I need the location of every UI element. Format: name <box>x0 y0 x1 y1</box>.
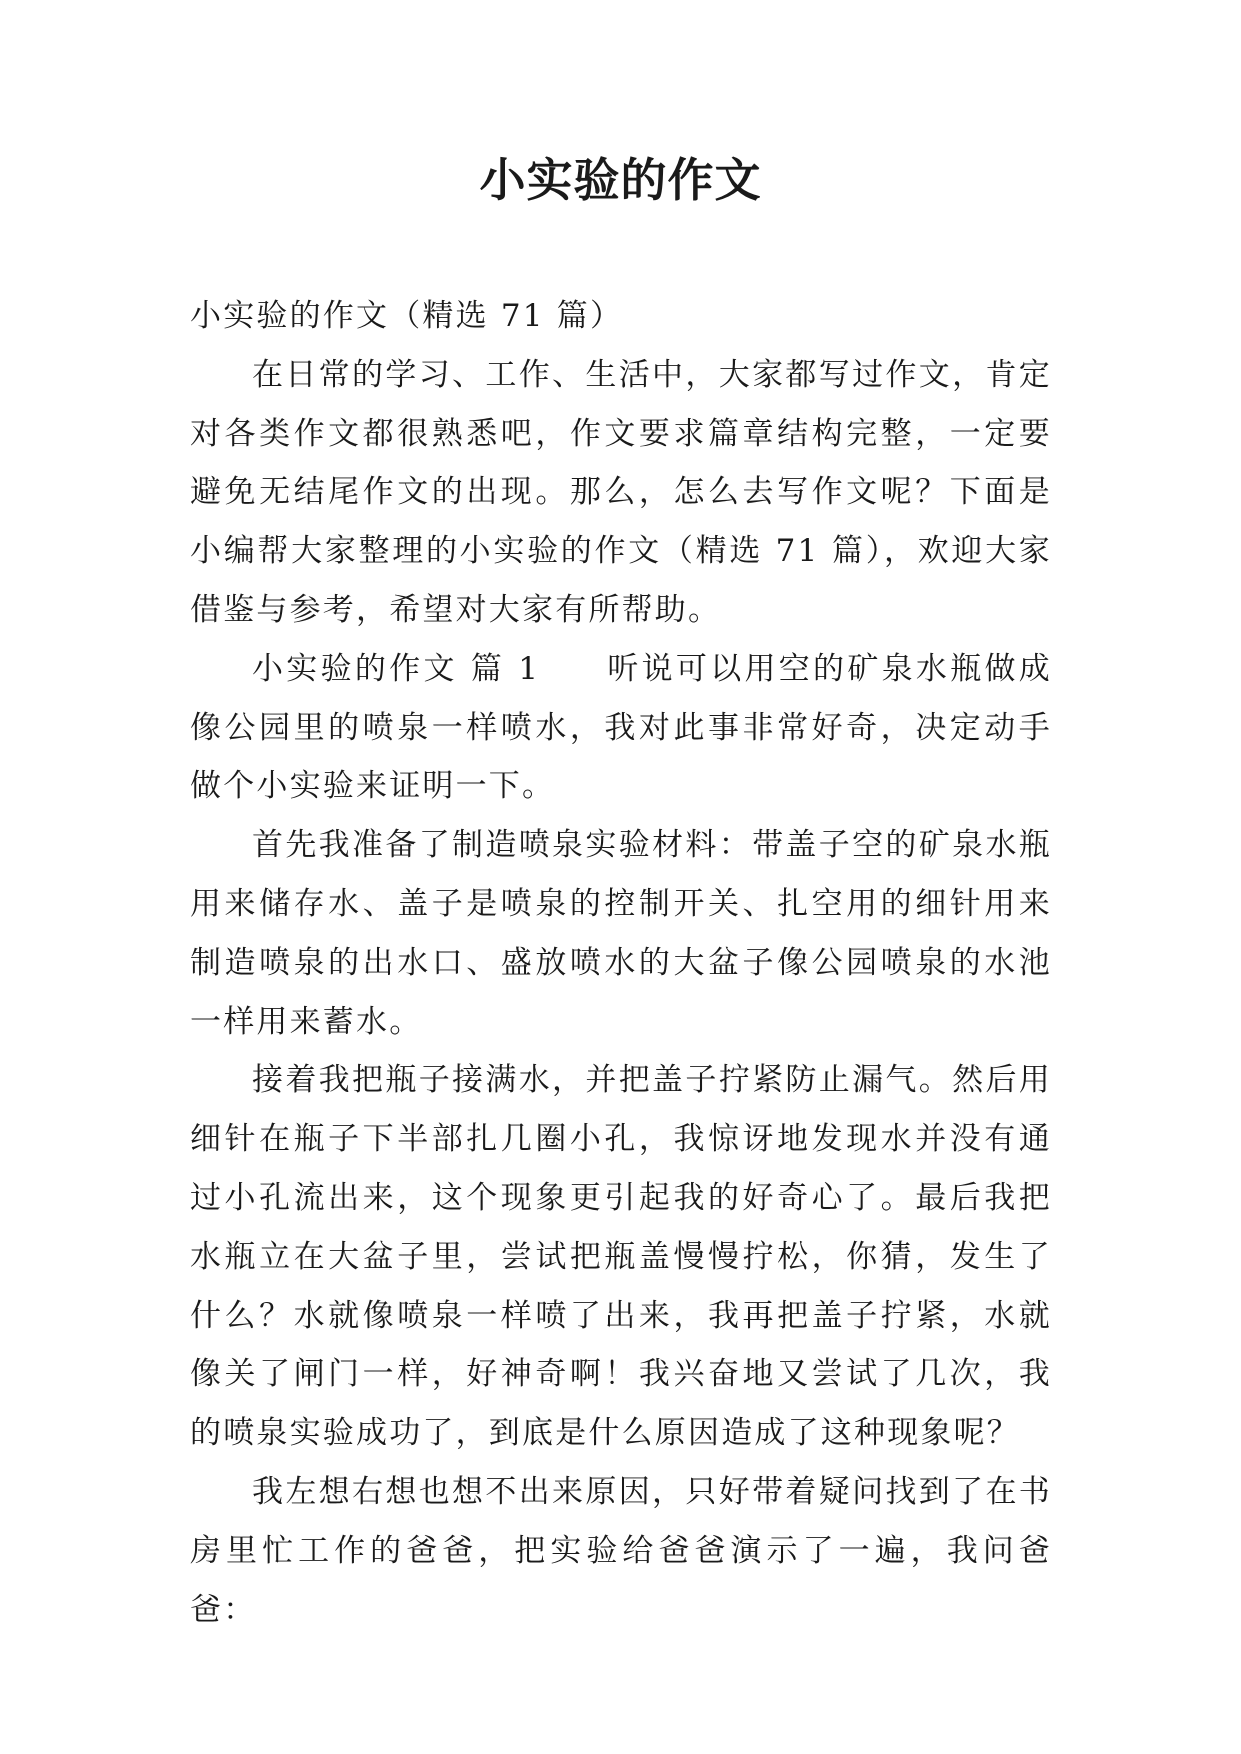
section-first-text: 听说可以用空的矿泉水瓶做成像公园里的喷泉一样喷水，我对此事非常好奇，决定动手做个小实验来证明一下。 <box>190 650 1052 805</box>
document-subtitle: 小实验的作文（精选 71 篇） <box>190 298 624 334</box>
section-1-paragraph <box>190 640 1052 816</box>
body-paragraph: 接着我把瓶子接满水，并把盖子拧紧防止漏气。然后用细针在瓶子下半部扎几圈小孔，我惊讶地发现水并没有通过小孔流出来，这个现象更引起我的好奇心了。最后我把水瓶立在大盆子里，尝试把瓶盖慢慢拧松，你猜，发生了什么？水就像喷泉一样喷了出来，我再把盖子拧紧，水就像关了闸门一样，好神奇啊！我兴奋地又尝试了几次，我的喷泉实验成功了，到底是什么原因造成了这种现象呢？ <box>190 1062 1052 1452</box>
document-body <box>190 287 1052 1639</box>
body-paragraph: 首先我准备了制造喷泉实验材料：带盖子空的矿泉水瓶用来储存水、盖子是喷泉的控制开关、扎空用的细针用来制造喷泉的出水口、盛放喷水的大盆子像公园喷泉的水池一样用来蓄水。 <box>190 827 1052 1040</box>
document-title: 小实验的作文 <box>479 153 762 207</box>
section-heading: 小实验的作文 篇 1 <box>252 650 541 687</box>
body-paragraph: 我左想右想也想不出来原因，只好带着疑问找到了在书房里忙工作的爸爸，把实验给爸爸演示了一遍，我问爸爸： <box>190 1473 1052 1628</box>
intro-paragraph: 在日常的学习、工作、生活中，大家都写过作文，肯定对各类作文都很熟悉吧，作文要求篇章结构完整，一定要避免无结尾作文的出现。那么，怎么去写作文呢？下面是小编帮大家整理的小实验的作文（精选 71 篇），欢迎大家借鉴与参考，希望对大家有所帮助。 <box>190 356 1052 628</box>
